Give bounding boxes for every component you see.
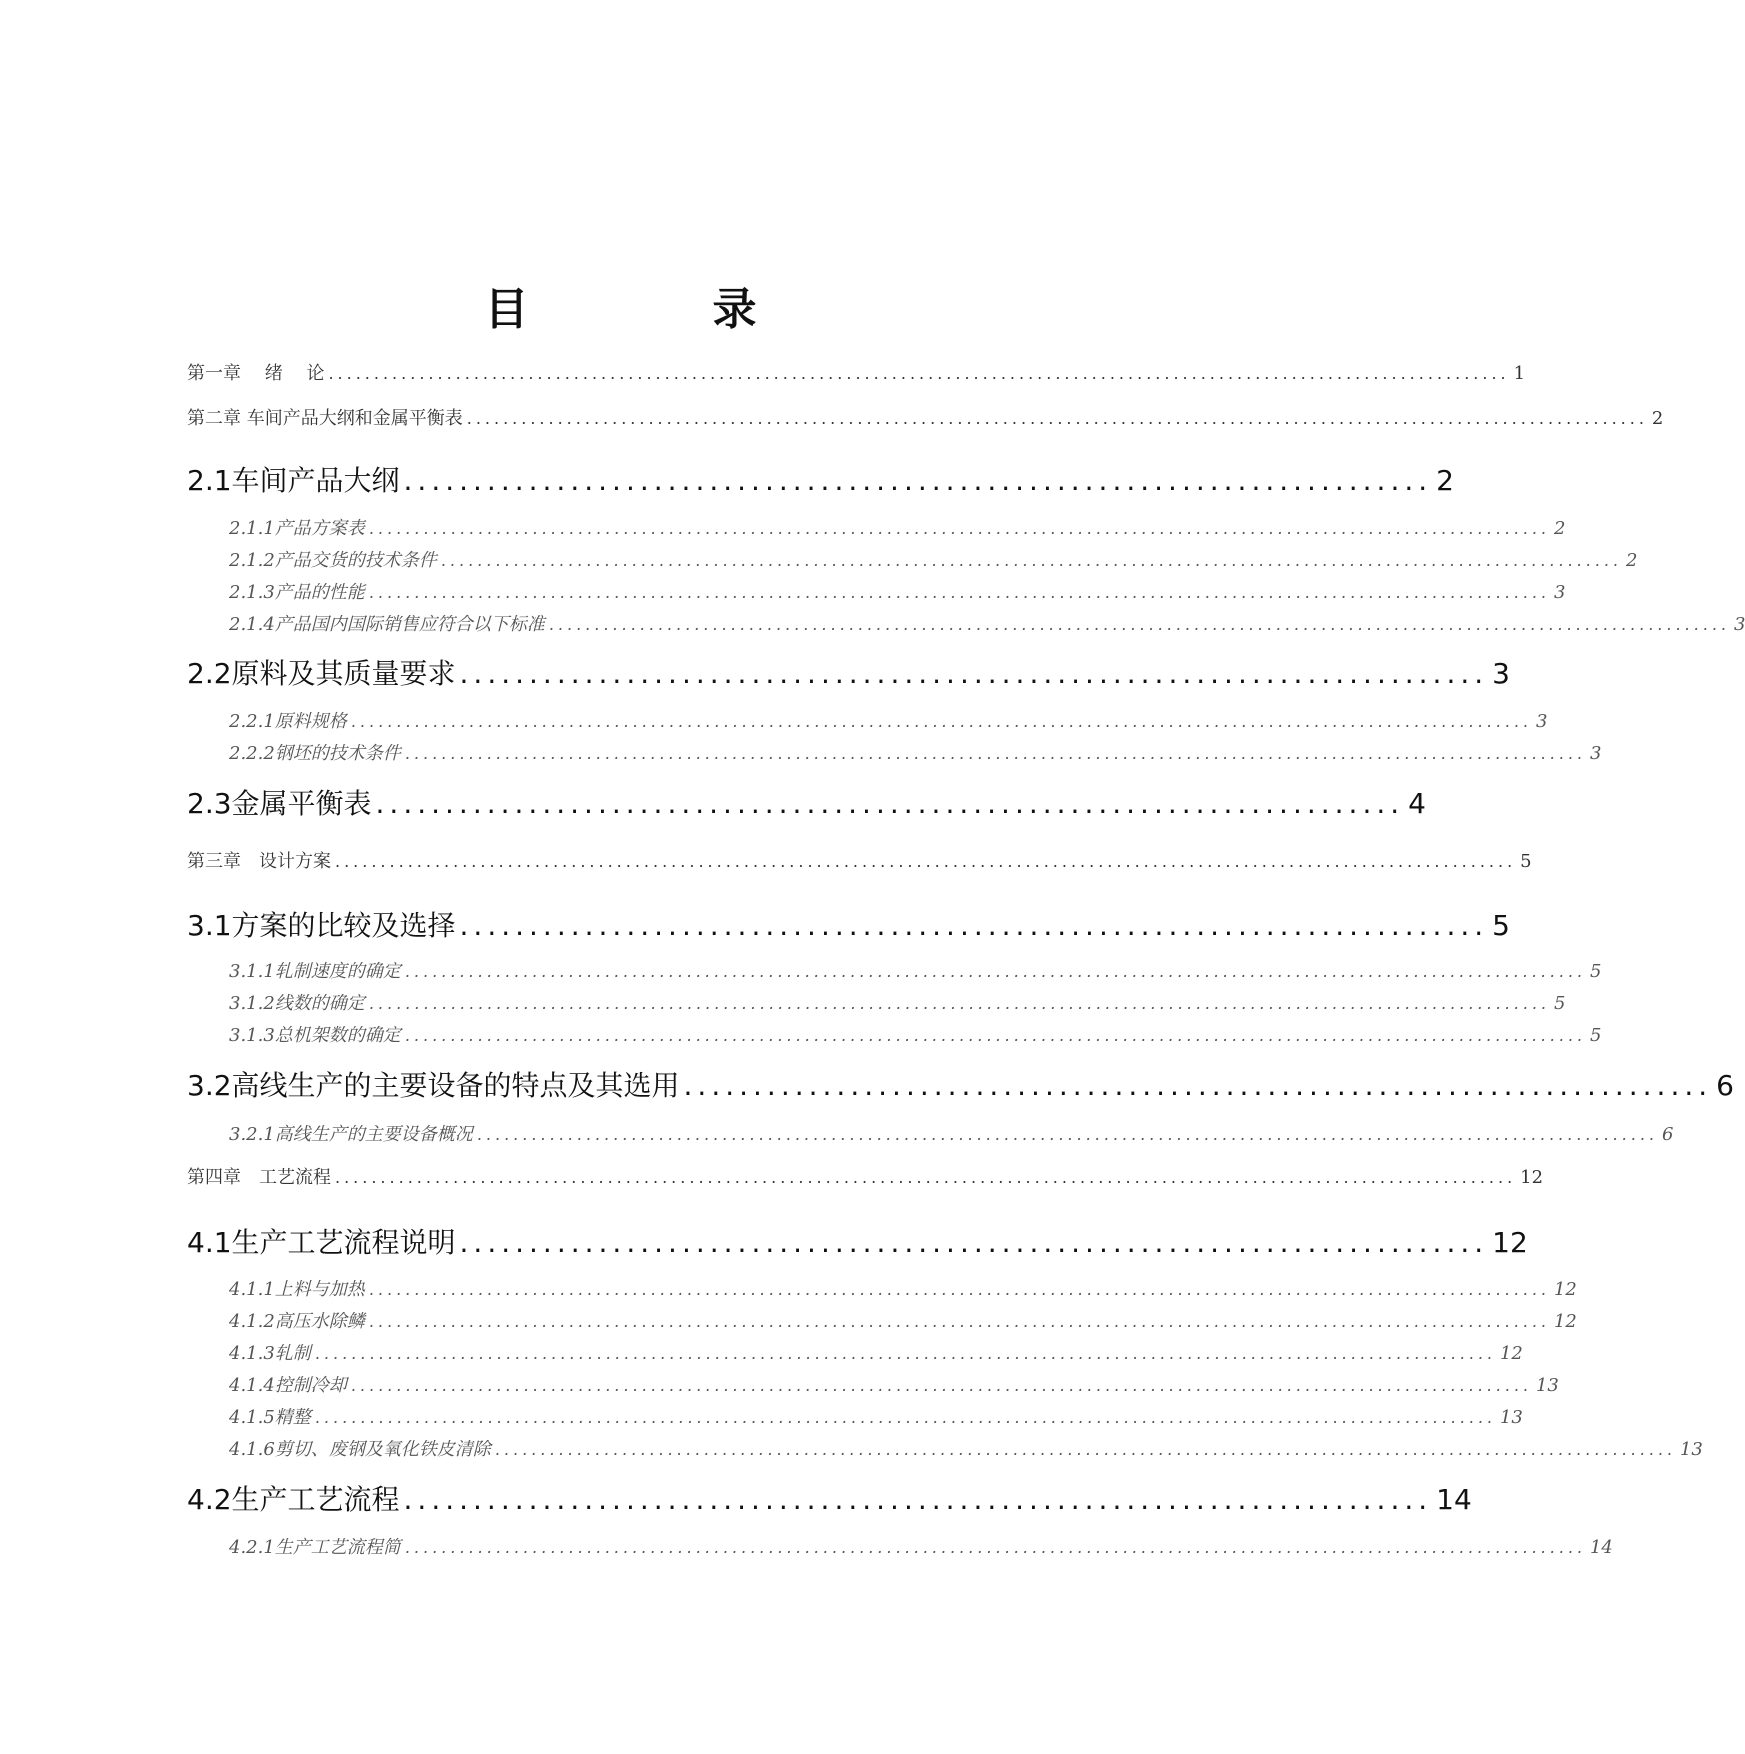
toc-entry-sub-2-1-4[interactable] (229, 610, 1745, 636)
leader-dots: .................................................................................................................................. (350, 712, 1532, 731)
toc-entry-chapter-4[interactable] (187, 1163, 1544, 1189)
toc-entry-section-4-1[interactable] (187, 1221, 1528, 1261)
page-title: 目 录 (484, 284, 827, 335)
toc-entry-sub-3-1-3[interactable] (229, 1021, 1602, 1047)
toc-page-number: 2 (1553, 518, 1566, 539)
toc-page-number: 3 (1733, 614, 1745, 635)
toc-label: 2.1车间产品大纲 (187, 464, 400, 497)
leader-dots: .......................................................................... (375, 787, 1405, 820)
leader-dots: .......................................................................... (403, 464, 1433, 497)
toc-label: 3.2高线生产的主要设备的特点及其选用 (187, 1069, 680, 1102)
toc-page-number: 12 (1553, 1311, 1577, 1332)
toc-label: 2.1.4产品国内国际销售应符合以下标准 (229, 614, 545, 635)
toc-entry-section-3-1[interactable] (187, 904, 1510, 944)
toc-entry-section-3-2[interactable] (187, 1064, 1734, 1104)
toc-label: 4.1生产工艺流程说明 (187, 1226, 456, 1259)
toc-page-number: 6 (1716, 1069, 1734, 1102)
leader-dots: .................................................................................................................................. (314, 1344, 1496, 1363)
toc-entry-chapter-1[interactable] (187, 359, 1526, 385)
toc-label: 第三章 设计方案 (187, 851, 331, 872)
toc-entry-sub-4-1-1[interactable] (229, 1275, 1577, 1301)
toc-label: 3.1.1轧制速度的确定 (229, 961, 401, 982)
toc-page-number: 3 (1589, 743, 1602, 764)
toc-entry-sub-4-1-3[interactable] (229, 1339, 1523, 1365)
leader-dots: .................................................................................................................................. (404, 1026, 1586, 1045)
leader-dots: .......................................................................... (459, 657, 1489, 690)
toc-entry-section-2-1[interactable] (187, 459, 1454, 499)
toc-page-number: 1 (1513, 363, 1526, 384)
leader-dots: .................................................................................................................................. (404, 962, 1586, 981)
toc-page-number: 12 (1499, 1343, 1523, 1364)
toc-label: 第一章 绪 论 (187, 363, 325, 384)
leader-dots: .................................................................................................................................. (368, 1280, 1550, 1299)
leader-dots: .................................................................................................................................. (404, 1538, 1586, 1557)
toc-label: 4.1.6剪切、废钢及氧化铁皮清除 (229, 1439, 491, 1460)
toc-page-number: 12 (1520, 1167, 1544, 1188)
leader-dots: .................................................................................................................................. (404, 744, 1586, 763)
leader-dots: .................................................................................................................................. (350, 1376, 1532, 1395)
toc-entry-chapter-2[interactable] (187, 404, 1664, 430)
toc-entry-section-2-3[interactable] (187, 782, 1426, 822)
toc-entry-sub-3-2-1[interactable] (229, 1120, 1674, 1146)
leader-dots: .................................................................................................................................. (368, 519, 1550, 538)
toc-page-number: 14 (1436, 1483, 1472, 1516)
toc-label: 2.3金属平衡表 (187, 787, 372, 820)
toc-entry-sub-2-1-1[interactable] (229, 514, 1566, 540)
leader-dots: .................................................................................................................................. (476, 1125, 1658, 1144)
toc-label: 2.2.1原料规格 (229, 711, 347, 732)
toc-page-number: 3 (1553, 582, 1566, 603)
toc-page-number: 13 (1535, 1375, 1559, 1396)
toc-entry-sub-4-1-4[interactable] (229, 1371, 1559, 1397)
toc-label: 4.1.5精整 (229, 1407, 311, 1428)
leader-dots: .......................................................................... (459, 1226, 1489, 1259)
toc-page-number: 13 (1499, 1407, 1523, 1428)
toc-entry-sub-2-1-3[interactable] (229, 578, 1566, 604)
toc-page-number: 6 (1661, 1124, 1674, 1145)
leader-dots: .................................................................................................................................. (335, 852, 1517, 871)
toc-entry-chapter-3[interactable] (187, 847, 1532, 873)
leader-dots: .................................................................................................................................. (466, 409, 1648, 428)
toc-page-number: 5 (1520, 851, 1532, 872)
toc-entry-sub-4-1-5[interactable] (229, 1403, 1523, 1429)
toc-page-number: 12 (1553, 1279, 1577, 1300)
toc-page-number: 4 (1408, 787, 1426, 820)
leader-dots: .................................................................................................................................. (335, 1168, 1517, 1187)
toc-label: 2.1.3产品的性能 (229, 582, 365, 603)
toc-label: 4.2.1生产工艺流程简 (229, 1537, 401, 1558)
leader-dots: .................................................................................................................................. (368, 583, 1550, 602)
toc-page-number: 2 (1651, 408, 1664, 429)
toc-page-number: 13 (1679, 1439, 1703, 1460)
leader-dots: .................................................................................................................................. (328, 364, 1510, 383)
toc-label: 4.1.2高压水除鳞 (229, 1311, 365, 1332)
toc-label: 4.1.1上料与加热 (229, 1279, 365, 1300)
leader-dots: .......................................................................... (459, 909, 1489, 942)
toc-page-number: 3 (1535, 711, 1548, 732)
toc-entry-sub-2-2-1[interactable] (229, 707, 1548, 733)
toc-label: 3.1.2线数的确定 (229, 993, 365, 1014)
toc-label: 2.2原料及其质量要求 (187, 657, 456, 690)
toc-page-number: 5 (1589, 1025, 1602, 1046)
toc-label: 4.1.4控制冷却 (229, 1375, 347, 1396)
toc-page-number: 12 (1492, 1226, 1528, 1259)
toc-entry-sub-4-1-2[interactable] (229, 1307, 1577, 1333)
leader-dots: .......................................................................... (683, 1069, 1713, 1102)
toc-label: 第四章 工艺流程 (187, 1167, 331, 1188)
leader-dots: .................................................................................................................................. (494, 1440, 1676, 1459)
toc-label: 3.1.3总机架数的确定 (229, 1025, 401, 1046)
toc-page-number: 2 (1436, 464, 1454, 497)
toc-label: 第二章 车间产品大纲和金属平衡表 (187, 408, 463, 429)
toc-entry-sub-4-1-6[interactable] (229, 1435, 1703, 1461)
toc-page-number: 14 (1589, 1537, 1613, 1558)
toc-entry-sub-2-1-2[interactable] (229, 546, 1638, 572)
leader-dots: .................................................................................................................................. (314, 1408, 1496, 1427)
toc-label: 2.1.1产品方案表 (229, 518, 365, 539)
toc-entry-section-2-2[interactable] (187, 652, 1510, 692)
toc-entry-sub-2-2-2[interactable] (229, 739, 1602, 765)
toc-page-number: 3 (1492, 657, 1510, 690)
toc-label: 3.1方案的比较及选择 (187, 909, 456, 942)
toc-entry-sub-3-1-2[interactable] (229, 989, 1566, 1015)
leader-dots: .................................................................................................................................. (368, 994, 1550, 1013)
leader-dots: .................................................................................................................................. (368, 1312, 1550, 1331)
toc-label: 4.2生产工艺流程 (187, 1483, 400, 1516)
toc-label: 2.2.2钢坯的技术条件 (229, 743, 401, 764)
toc-label: 2.1.2产品交货的技术条件 (229, 550, 437, 571)
leader-dots: .......................................................................... (403, 1483, 1433, 1516)
toc-entry-sub-3-1-1[interactable] (229, 957, 1602, 983)
toc-page-number: 5 (1492, 909, 1510, 942)
toc-entry-sub-4-2-1[interactable] (229, 1533, 1613, 1559)
toc-label: 3.2.1高线生产的主要设备概况 (229, 1124, 473, 1145)
toc-page-number: 5 (1553, 993, 1566, 1014)
toc-label: 4.1.3轧制 (229, 1343, 311, 1364)
toc-page-number: 2 (1625, 550, 1638, 571)
toc-entry-section-4-2[interactable] (187, 1478, 1472, 1518)
leader-dots: .................................................................................................................................. (548, 615, 1730, 634)
leader-dots: .................................................................................................................................. (440, 551, 1622, 570)
toc-page-number: 5 (1589, 961, 1602, 982)
